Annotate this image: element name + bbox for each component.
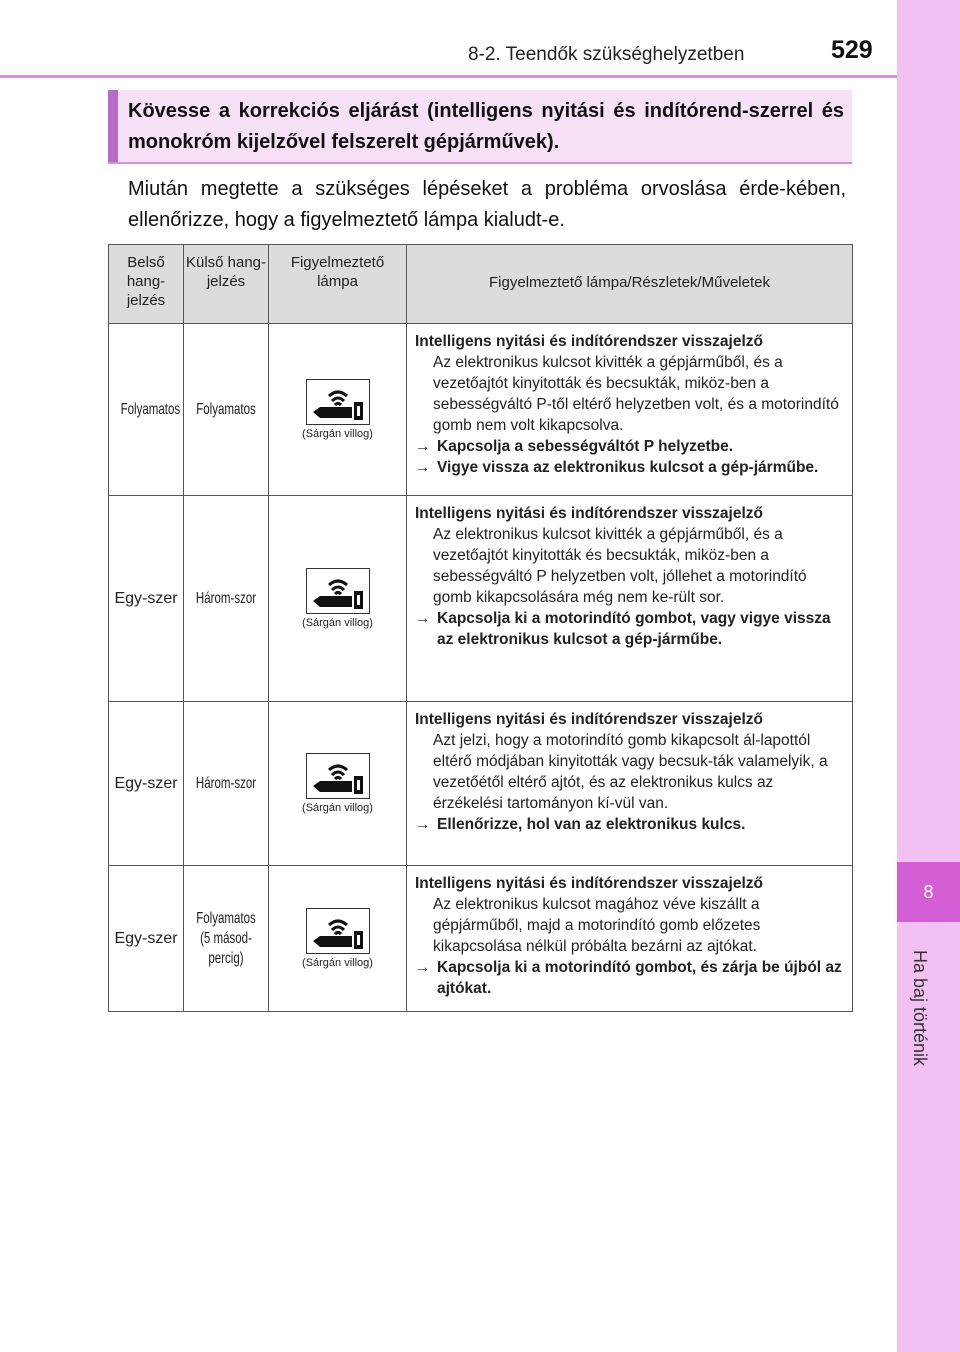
detail-title: Intelligens nyitási és indítórendszer visszajelző xyxy=(415,875,764,892)
warning-lamp-icon-box xyxy=(306,753,370,799)
table-header-row xyxy=(109,245,853,324)
callout-underline xyxy=(108,162,852,164)
table-row xyxy=(109,496,853,702)
detail-description: Azt jelzi, hogy a motorindító gomb kikapcsolt ál-lapottól eltérő módjában kinyitották vagy becsuk-ták valamelyik, a vezetőétől eltérő ajtót, és az elektronikus kulcs az érzékelési tartományon kí-vül van. xyxy=(433,732,828,812)
arrow-icon: → xyxy=(415,610,431,627)
callout-heading: Kövesse a korrekciós eljárást (intelligens nyitási és indítórend-szerrel és monokróm kijelzővel felszerelt gépjárművek). xyxy=(128,100,844,153)
warning-lamp-icon-box xyxy=(306,379,370,425)
smart-key-warning-icon xyxy=(307,569,369,613)
arrow-icon: → xyxy=(415,959,431,976)
details-cell xyxy=(407,702,853,866)
action-text: Kapcsolja ki a motorindító gombot, vagy vigye vissza az elektronikus kulcsot a gép-járműbe. xyxy=(437,610,831,648)
external-buzzer-value: Három-szor xyxy=(195,774,257,792)
header-external-buzzer: Külső hang-jelzés xyxy=(184,245,269,324)
smart-key-warning-icon xyxy=(307,754,369,798)
details-cell xyxy=(407,324,853,496)
page-number: 529 xyxy=(831,36,873,64)
action-text: Kapcsolja ki a motorindító gombot, és zárja be újból az ajtókat. xyxy=(437,959,842,997)
internal-buzzer-cell xyxy=(109,324,184,496)
warning-lamp-cell xyxy=(269,496,407,702)
details-cell xyxy=(407,496,853,702)
external-buzzer-cell xyxy=(184,702,269,866)
chapter-number: 8 xyxy=(897,862,960,922)
action-item xyxy=(415,957,844,999)
warning-lamp-cell xyxy=(269,866,407,1012)
action-item xyxy=(415,608,844,650)
warning-lamp-icon-box xyxy=(306,568,370,614)
header-details: Figyelmeztető lámpa/Részletek/Műveletek xyxy=(407,245,853,324)
detail-title: Intelligens nyitási és indítórendszer visszajelző xyxy=(415,505,764,522)
external-buzzer-value: Folyamatos (5 másod-percig) xyxy=(196,909,256,967)
external-buzzer-cell xyxy=(184,496,269,702)
internal-buzzer-value: Egy-szer xyxy=(114,774,178,792)
external-buzzer-cell xyxy=(184,866,269,1012)
header-internal-buzzer: Belső hang-jelzés xyxy=(109,245,184,324)
action-item xyxy=(415,457,844,478)
detail-description: Az elektronikus kulcsot magához véve kiszállt a gépjárműből, majd a motorindító gomb előzetes kikapcsolása nélkül próbálta bezárni az ajtókat. xyxy=(433,896,761,955)
warning-lamp-icon-box xyxy=(306,908,370,954)
action-text: Vigye vissza az elektronikus kulcsot a gép-járműbe. xyxy=(437,459,819,476)
detail-title: Intelligens nyitási és indítórendszer visszajelző xyxy=(415,333,764,350)
arrow-icon: → xyxy=(415,459,431,476)
arrow-icon: → xyxy=(415,438,431,455)
table-row xyxy=(109,702,853,866)
header-rule xyxy=(0,75,897,78)
warning-lamp-cell xyxy=(269,702,407,866)
internal-buzzer-value: Egy-szer xyxy=(114,929,178,947)
internal-buzzer-value: Egy-szer xyxy=(114,589,178,607)
chapter-title: Ha baj történik xyxy=(910,950,930,1067)
detail-description: Az elektronikus kulcsot kivitték a gépjárműből, és a vezetőajtót kinyitották és becsukták, miköz-ben a sebességváltó P helyzetben volt, jóllehet a motorindító gomb kikapcsolására még nem ke-rült sor. xyxy=(433,526,807,606)
lamp-caption: (Sárgán villog) xyxy=(302,616,373,629)
action-item xyxy=(415,436,844,457)
callout-accent-bar xyxy=(108,90,118,162)
arrow-icon: → xyxy=(415,816,431,833)
external-buzzer-cell xyxy=(184,324,269,496)
details-cell xyxy=(407,866,853,1012)
detail-title: Intelligens nyitási és indítórendszer visszajelző xyxy=(415,711,764,728)
detail-description: Az elektronikus kulcsot kivitték a gépjárműből, és a vezetőajtót kinyitották és becsukták, miköz-ben a sebességváltó P-től eltérő helyzetben volt, és a motorindító gomb nem volt kikapcsolva. xyxy=(433,354,839,434)
section-title: 8-2. Teendők szükséghelyzetben xyxy=(468,44,745,65)
warning-lamp-cell xyxy=(269,324,407,496)
internal-buzzer-cell xyxy=(109,496,184,702)
internal-buzzer-cell xyxy=(109,866,184,1012)
lamp-caption: (Sárgán villog) xyxy=(302,427,373,440)
action-text: Kapcsolja a sebességváltót P helyzetbe. xyxy=(437,438,734,455)
action-text: Ellenőrizze, hol van az elektronikus kulcs. xyxy=(437,816,746,833)
internal-buzzer-value: Folyamatos xyxy=(120,400,181,418)
lamp-caption: (Sárgán villog) xyxy=(302,956,373,969)
table-row xyxy=(109,324,853,496)
internal-buzzer-cell xyxy=(109,702,184,866)
side-tab xyxy=(897,0,960,1352)
procedure-callout xyxy=(108,90,852,162)
external-buzzer-value: Folyamatos xyxy=(196,400,256,418)
external-buzzer-value: Három-szor xyxy=(195,589,257,607)
lamp-caption: (Sárgán villog) xyxy=(302,801,373,814)
header-warning-lamp: Figyelmeztető lámpa xyxy=(269,245,407,324)
warning-table xyxy=(108,244,853,1012)
action-item xyxy=(415,814,844,835)
table-row xyxy=(109,866,853,1012)
smart-key-warning-icon xyxy=(307,380,369,424)
intro-paragraph: Miután megtette a szükséges lépéseket a probléma orvoslása érde-kében, ellenőrizze, hogy a figyelmeztető lámpa kialudt-e. xyxy=(128,178,846,231)
smart-key-warning-icon xyxy=(307,909,369,953)
